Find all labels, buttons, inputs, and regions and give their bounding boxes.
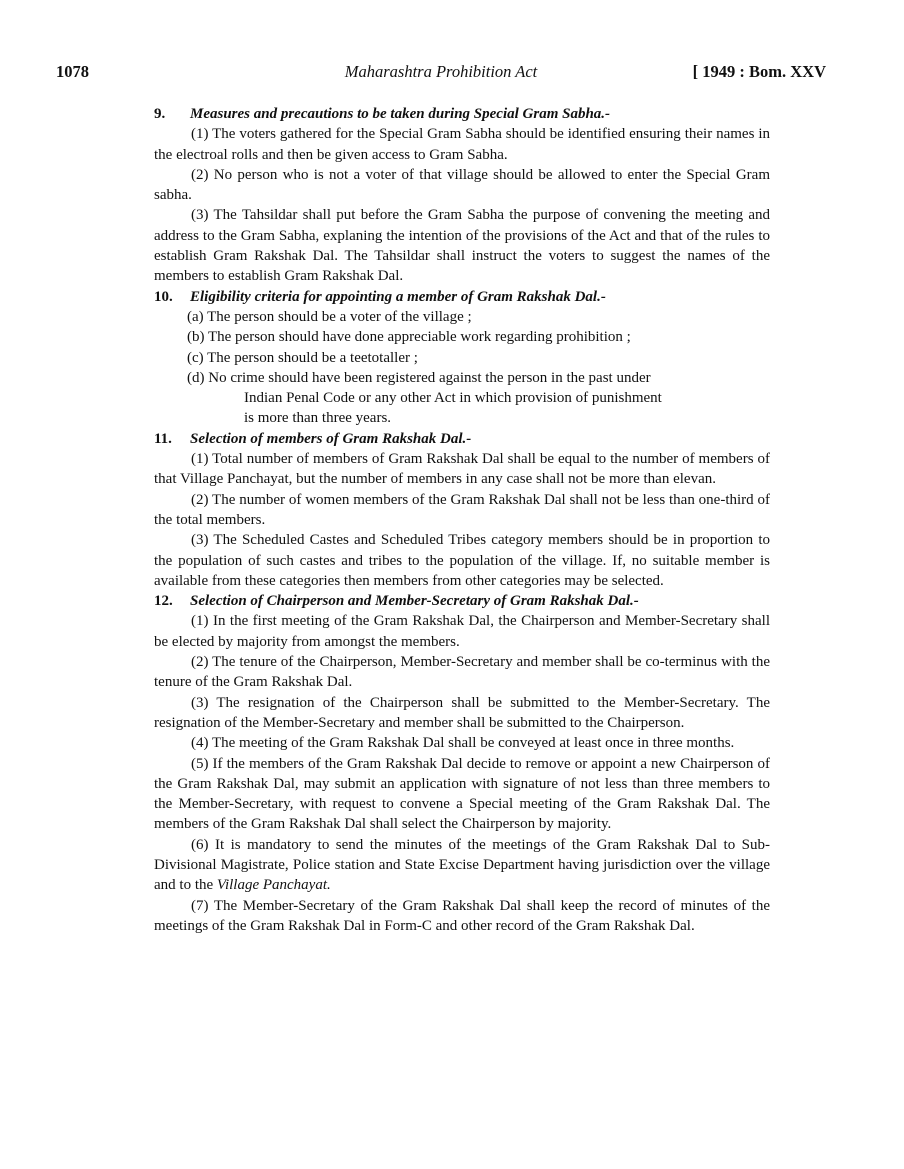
list-item (154, 307, 770, 327)
running-header (56, 62, 826, 86)
paragraph: (4) The meeting of the Gram Rakshak Dal shall be conveyed at least once in three months. (191, 735, 735, 752)
running-title: Maharashtra Prohibition Act (344, 62, 538, 81)
item-text: No crime should have been registered against the person in the past under (208, 369, 651, 386)
section-11-heading (154, 429, 770, 449)
paragraph: (5) If the members of the Gram Rakshak Dal decide to remove or appoint a new Chairperson of the Gram Rakshak Dal, may submit an application with signature of not less than three members to the Member-Secretary, with request to convene a Special meeting of the Gram Rakshak Dal. The members of the Gram Rakshak Dal shall select the Chairperson by majority. (154, 755, 770, 833)
italic-term: Village Panchayat. (216, 877, 331, 894)
list-item (154, 368, 770, 429)
paragraph: (1) The voters gathered for the Special Gram Sabha should be identified ensuring their names in the electroal rolls and then be given access to Gram Sabha. (154, 126, 770, 163)
document-body (154, 104, 770, 936)
section-number: 11. (154, 430, 172, 447)
list-item (154, 348, 770, 368)
section-title: Eligibility criteria for appointing a member of Gram Rakshak Dal.- (190, 288, 606, 305)
paragraph: (3) The Scheduled Castes and Scheduled Tribes category members should be in proportion to the population of such castes and tribes to the population of the village. If, no suitable member is available from these categories then members from other categories may be selected. (154, 532, 770, 589)
paragraph-text: (6) It is mandatory to send the minutes of the meetings of the Gram Rakshak Dal to Sub-Divisional Magistrate, Police station and State Excise Department having jurisdiction over the village and to the (154, 836, 770, 894)
section-10-heading (154, 287, 770, 307)
paragraph: (2) The number of women members of the Gram Rakshak Dal shall not be less than one-third of the total members. (154, 491, 770, 528)
item-text: The person should be a teetotaller ; (207, 349, 418, 366)
act-citation: [ 1949 : Bom. XXV (692, 62, 826, 81)
paragraph: (1) In the first meeting of the Gram Rakshak Dal, the Chairperson and Member-Secretary shall be elected by majority from amongst the members. (154, 613, 770, 650)
section-number: 12. (154, 593, 173, 610)
paragraph: (3) The resignation of the Chairperson shall be submitted to the Member-Secretary. The resignation of the Member-Secretary and member shall be submitted to the Chairperson. (154, 694, 770, 731)
item-continuation: Indian Penal Code or any other Act in which provision of punishment (244, 390, 662, 407)
item-continuation: is more than three years. (244, 410, 392, 427)
paragraph: (1) Total number of members of Gram Rakshak Dal shall be equal to the number of members of that Village Panchayat, but the number of members in any case shall not be more than elevan. (154, 451, 770, 488)
item-label: (a) (187, 308, 204, 325)
section-number: 10. (154, 288, 173, 305)
paragraph: (2) No person who is not a voter of that village should be allowed to enter the Special Gram sabha. (154, 166, 770, 204)
paragraph: (3) The Tahsildar shall put before the Gram Sabha the purpose of convening the meeting and address to the Gram Sabha, explaning the intention of the provisions of the Act and that of the rules to establish Gram Rakshak Dal. The Tahsildar shall instruct the voters to suggest the names of the members to establish Gram Rakshak Dal. (154, 207, 770, 285)
item-label: (d) (187, 369, 205, 386)
paragraph: (7) The Member-Secretary of the Gram Rakshak Dal shall keep the record of minutes of the meetings of the Gram Rakshak Dal in Form-C and other record of the Gram Rakshak Dal. (154, 897, 770, 934)
item-label: (c) (187, 349, 204, 366)
paragraph-6 (154, 835, 770, 896)
section-title: Selection of Chairperson and Member-Secretary of Gram Rakshak Dal.- (190, 593, 639, 610)
section-9-heading (154, 104, 770, 124)
item-text: The person should have done appreciable work regarding prohibition ; (207, 329, 631, 346)
item-label: (b) (187, 329, 205, 346)
page-number: 1078 (56, 62, 89, 81)
list-item (154, 327, 770, 347)
section-12-heading (154, 591, 770, 611)
item-text: The person should be a voter of the village ; (207, 308, 472, 325)
section-title: Measures and precautions to be taken during Special Gram Sabha.- (190, 106, 611, 122)
paragraph: (2) The tenure of the Chairperson, Member-Secretary and member shall be co-terminus with the tenure of the Gram Rakshak Dal. (154, 654, 770, 691)
section-title: Selection of members of Gram Rakshak Dal.- (190, 430, 472, 447)
section-number: 9. (154, 106, 166, 122)
